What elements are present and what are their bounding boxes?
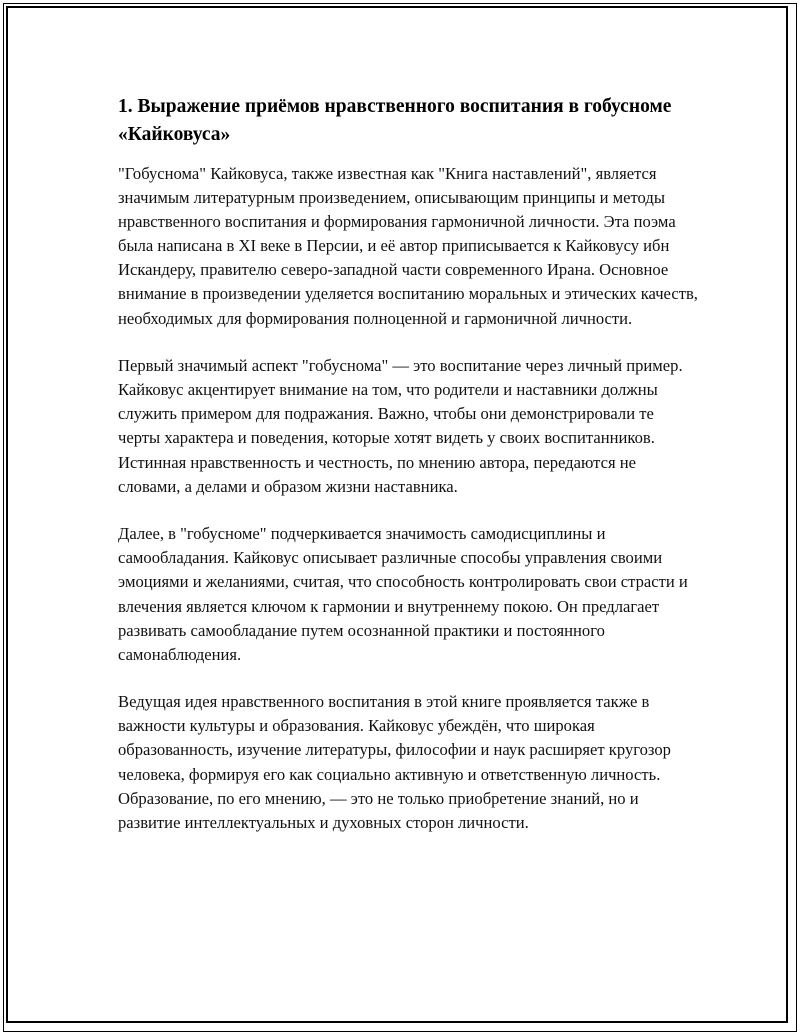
document-body [118, 93, 698, 858]
paragraph-1: "Гобуснома" Кайковуса, также известная как "Книга наставлений", является значимым литературным произведением, описывающим принципы и методы нравственного воспитания и формирования гармоничной личности. Эта поэма была написана в XI веке в Персии, и её автор приписывается к Кайковусу ибн Искандеру, правителю северо-западной части современного Ирана. Основное внимание в произведении уделяется воспитанию моральных и этических качеств, необходимых для формирования полноценной и гармоничной личности. [118, 164, 698, 328]
paragraph-4: Ведущая идея нравственного воспитания в этой книге проявляется также в важности культуры и образования. Кайковус убеждён, что широкая образованность, изучение литературы, философии и наук расширяет кругозор человека, формируя его как социально активную и ответственную личность. Образование, по его мнению, — это не только приобретение знаний, но и развитие интеллектуальных и духовных сторон личности. [118, 692, 671, 832]
paragraph-2: Первый значимый аспект "гобуснома" — это воспитание через личный пример. Кайковус акцентирует внимание на том, что родители и наставники должны служить примером для подражания. Важно, чтобы они демонстрировали те черты характера и поведения, которые хотят видеть у своих воспитанников. Истинная нравственность и честность, по мнению автора, передаются не словами, а делами и образом жизни наставника. [118, 356, 683, 496]
section-heading: 1. Выражение приёмов нравственного воспитания в гобусноме «Кайковуса» [118, 96, 672, 145]
paragraph-3: Далее, в "гобусноме" подчеркивается значимость самодисциплины и самообладания. Кайковус описывает различные способы управления своими эмоциями и желаниями, считая, что способность контролировать свои страсти и влечения является ключом к гармонии и внутреннему покою. Он предлагает развивать самообладание путем осознанной практики и постоянного самонаблюдения. [118, 524, 688, 664]
